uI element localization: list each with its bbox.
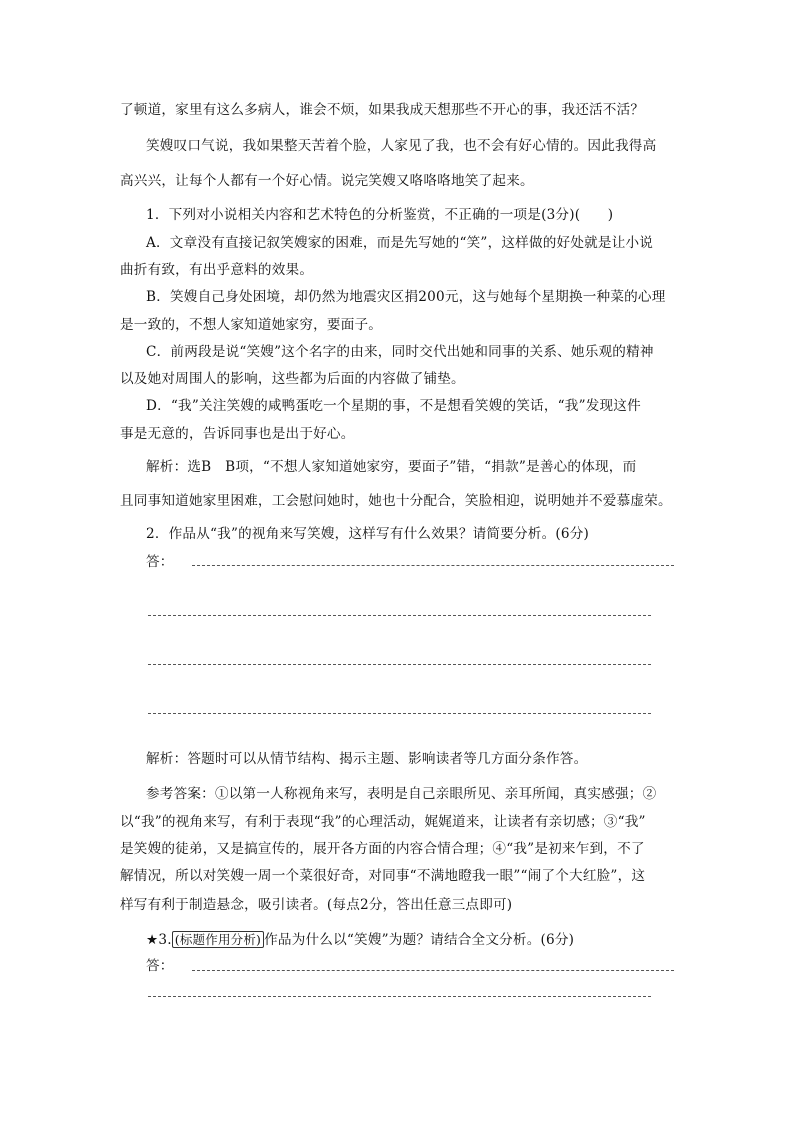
option-a: A．文章没有直接记叙笑嫂家的困难，而是先写她的“笑”，这样做的好处就是让小说 <box>146 235 654 251</box>
question-3-text: 作品为什么以“笑嫂”为题？请结合全文分析。(6分) <box>264 932 575 948</box>
answer-label: 答： <box>146 554 174 570</box>
answer-line[interactable] <box>192 565 674 566</box>
option-b: B．笑嫂自己身处困境，却仍然为地震灾区捐200元，这与她每个星期换一种菜的心理 <box>146 289 666 305</box>
reference-answer: 参考答案：①以第一人称视角来写，表明是自己亲眼所见、亲耳所闻，真实感强；② <box>146 786 657 802</box>
reference-answer-cont: 解情况，所以对笑嫂一周一个菜很好奇，对同事“不满地瞪我一眼”“闹了个大红脸”，这 <box>120 868 646 884</box>
reference-answer-cont: 是笑嫂的徒弟，又是搞宣传的，展开各方面的内容合情合理；④“我”是初来乍到，不了 <box>120 841 645 857</box>
reference-answer-cont: 样写有利于制造悬念，吸引读者。(每点2分，答出任意三点即可) <box>120 897 513 913</box>
option-a-cont: 曲折有致，有出乎意料的效果。 <box>120 262 314 278</box>
analysis-1: 解析：选B B项，“不想人家知道她家穷，要面子”错，“捐款”是善心的体现，而 <box>146 459 637 475</box>
option-c: C．前两段是说“笑嫂”这个名字的由来，同时交代出她和同事的关系、她乐观的精神 <box>146 344 654 360</box>
analysis-2: 解析：答题时可以从情节结构、揭示主题、影响读者等几方面分条作答。 <box>146 751 588 767</box>
star-prefix: ★3. <box>146 932 172 948</box>
answer-line[interactable] <box>148 713 651 714</box>
paragraph-line: 了顿道，家里有这么多病人，谁会不烦，如果我成天想那些不开心的事，我还活不活？ <box>120 102 645 118</box>
question-1-stem: 1．下列对小说相关内容和艺术特色的分析鉴赏，不正确的一项是(3分)( ) <box>146 207 614 223</box>
question-3-stem <box>146 931 574 949</box>
answer-line[interactable] <box>148 996 651 997</box>
option-d-cont: 事是无意的，告诉同事也是出于好心。 <box>120 426 355 442</box>
option-b-cont: 是一致的，不想人家知道她家穷，要面子。 <box>120 317 383 333</box>
option-c-cont: 以及她对周围人的影响，这些都为后面的内容做了铺垫。 <box>120 371 465 387</box>
paragraph-line: 高兴兴，让每个人都有一个好心情。说完笑嫂又咯咯咯地笑了起来。 <box>120 173 534 189</box>
answer-line[interactable] <box>148 615 651 616</box>
question-type-tag: (标题作用分析) <box>172 931 264 948</box>
question-2-stem: 2．作品从“我”的视角来写笑嫂，这样写有什么效果？请简要分析。(6分) <box>146 526 590 542</box>
answer-label: 答： <box>146 958 174 974</box>
answer-line[interactable] <box>192 970 674 971</box>
reference-answer-cont: 以“我”的视角来写，有利于表现“我”的心理活动，娓娓道来，让读者有亲切感；③“我” <box>120 814 646 830</box>
analysis-1-cont: 且同事知道她家里困难，工会慰问她时，她也十分配合，笑脸相迎，说明她并不爱慕虚荣。 <box>120 493 672 509</box>
option-d: D．“我”关注笑嫂的咸鸭蛋吃一个星期的事，不是想看笑嫂的笑话，“我”发现这件 <box>146 398 641 414</box>
answer-line[interactable] <box>148 664 651 665</box>
paragraph-line: 笑嫂叹口气说，我如果整天苦着个脸，人家见了我，也不会有好心情的。因此我得高 <box>146 138 657 154</box>
